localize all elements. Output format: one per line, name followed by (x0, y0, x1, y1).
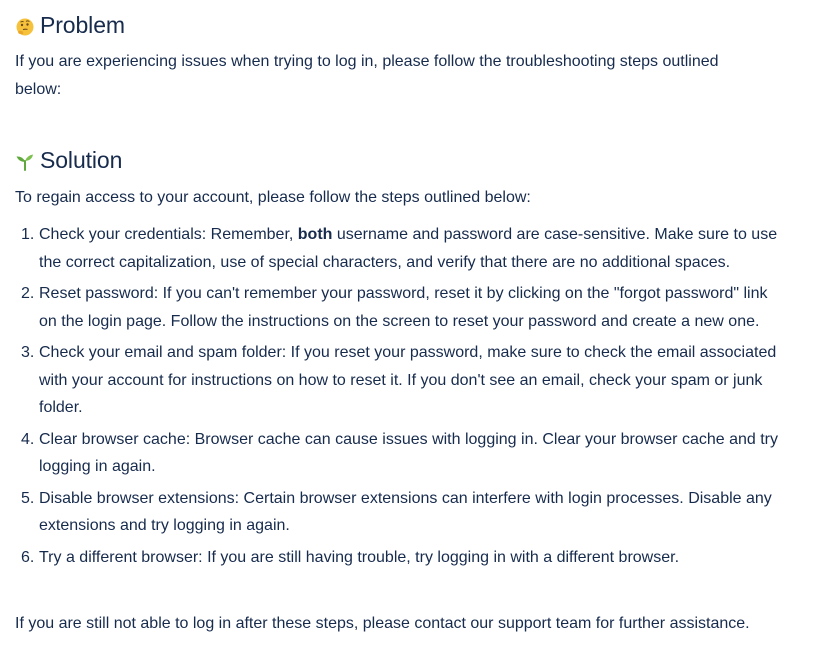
list-item (15, 544, 785, 572)
problem-description: If you are experiencing issues when trying to log in, please follow the troubleshooting steps outlined below: (15, 53, 719, 98)
problem-heading (15, 10, 125, 40)
step-text: Reset password: If you can't remember your password, reset it by clicking on the "forgot password" link on the login page. Follow the instructions on the screen to reset your password and create a new one. (39, 285, 768, 330)
solution-intro: To regain access to your account, please follow the steps outlined below: (15, 189, 531, 206)
list-item (15, 221, 785, 276)
seedling-icon (15, 150, 35, 170)
list-item (15, 426, 785, 481)
thinking-face-icon (15, 15, 35, 35)
step-number: 1. (21, 226, 35, 243)
step-text: Clear browser cache: Browser cache can cause issues with logging in. Clear your browser cache and try logging in again. (39, 430, 779, 475)
step-text: Try a different browser: If you are still having trouble, try logging in with a different browser. (39, 548, 680, 566)
solution-heading-text: Solution (40, 146, 123, 173)
step-number: 3. (21, 344, 35, 361)
list-item (15, 485, 785, 540)
step-number: 6. (21, 548, 35, 566)
problem-heading-text: Problem (40, 11, 125, 38)
step-number: 2. (21, 285, 35, 302)
step-text-bold: both (297, 226, 333, 243)
step-text: Disable browser extensions: Certain browser extensions can interfere with login processes. Disable any extensions and try logging in again. (39, 489, 772, 534)
troubleshooting-steps-list (15, 221, 785, 575)
solution-outro: If you are still not able to log in after these steps, please contact our support team for further assistance. (15, 615, 750, 632)
step-text: Check your email and spam folder: If you reset your password, make sure to check the email associated with your account for instructions on how to reset it. If you don't see an email, check your spam or junk folder. (39, 344, 777, 416)
list-item (15, 280, 785, 335)
step-number: 4. (21, 430, 35, 448)
step-text-pre: Check your credentials: Remember, (39, 226, 298, 243)
solution-heading (15, 145, 122, 175)
list-item (15, 339, 785, 422)
step-number: 5. (21, 489, 35, 507)
step-text-post: username and password are case-sensitive. Make sure to use the correct capitalization, use of special characters, and verify that there are no additional spaces. (39, 226, 778, 271)
